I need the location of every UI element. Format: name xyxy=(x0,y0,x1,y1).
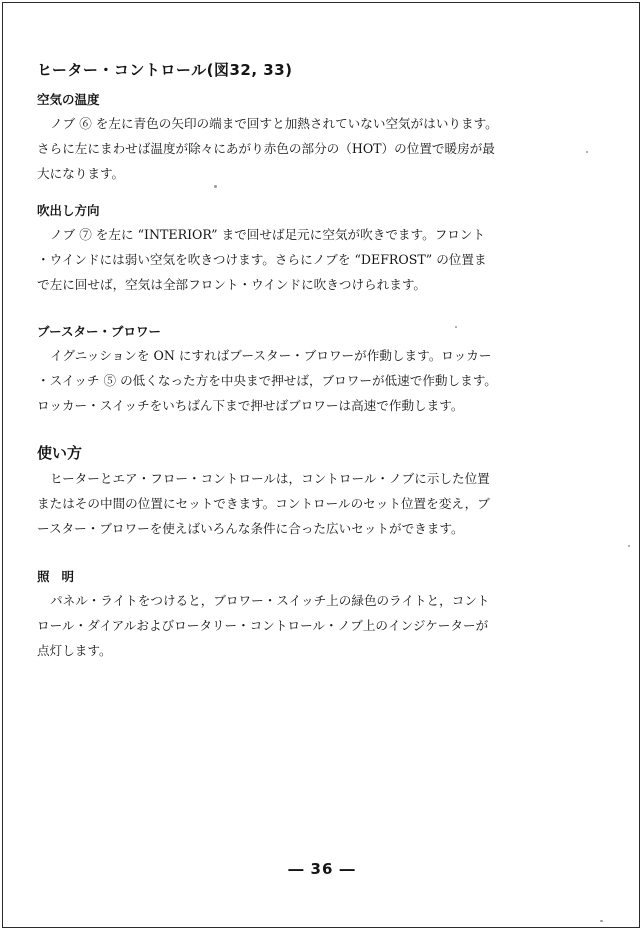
section-usage xyxy=(37,441,612,541)
paragraph-line: パネル・ライトをつけると，ブロワー・スイッチ上の緑色のライトと，コント xyxy=(50,593,490,608)
paragraph-line: またはその中間の位置にセットできます。コントロールのセット位置を変え，ブ xyxy=(37,496,490,511)
section-heading: 照明 xyxy=(37,569,87,584)
paragraph-line: ・ウインドには弱い空気を吹きつけます。さらにノブを “DEFROST” の位置ま xyxy=(37,252,487,267)
paragraph-line: さらに左にまわせば温度が除々にあがり赤色の部分の（HOT）の位置で暖房が最 xyxy=(37,141,495,156)
page-title: ヒーター・コントロール(図32, 33) xyxy=(37,61,293,79)
section-paragraph xyxy=(37,466,612,541)
section-air-temperature xyxy=(37,90,612,186)
section-paragraph xyxy=(37,111,612,186)
section-heading: 使い方 xyxy=(37,444,83,462)
paragraph-line: イグニッションを ON にすればブースター・ブロワーが作動します。ロッカー xyxy=(50,348,492,363)
paragraph-line: で左に回せば，空気は全部フロント・ウインドに吹きつけられます。 xyxy=(37,277,427,292)
page-number: ― 36 ― xyxy=(288,860,356,878)
section-lighting xyxy=(37,567,612,663)
paragraph-line: ノブ ⑦ を左に “INTERIOR” まで回せば足元に空気が吹きでます。フロント xyxy=(50,227,486,242)
section-paragraph xyxy=(37,343,612,418)
section-paragraph xyxy=(37,588,612,663)
section-paragraph xyxy=(37,222,612,297)
paragraph-line: ヒーターとエア・フロー・コントロールは，コントロール・ノブに示した位置 xyxy=(50,471,490,486)
section-heading: ブースター・ブロワー xyxy=(37,324,162,339)
section-heading: 吹出し方向 xyxy=(37,203,100,218)
scan-speck xyxy=(628,545,630,547)
paragraph-line: 大になります。 xyxy=(37,166,125,181)
section-heading: 空気の温度 xyxy=(37,92,100,107)
scan-speck xyxy=(586,151,588,153)
section-booster-blower xyxy=(37,322,612,418)
document-body xyxy=(37,58,612,663)
section-air-direction xyxy=(37,201,612,297)
scan-speck xyxy=(455,326,457,328)
paragraph-line: 点灯します。 xyxy=(37,643,112,658)
paragraph-line: ロール・ダイアルおよびロータリー・コントロール・ノブ上のインジケーターが xyxy=(37,618,489,633)
scan-speck xyxy=(600,920,603,922)
paragraph-line: ースター・ブロワーを使えばいろんな条件に合った広いセットができます。 xyxy=(37,521,464,536)
paragraph-line: ロッカー・スイッチをいちばん下まで押せばブロワーは高速で作動します。 xyxy=(37,398,464,413)
paragraph-line: ノブ ⑥ を左に青色の矢印の端まで回すと加熱されていない空気がはいります。 xyxy=(50,116,498,131)
scan-speck xyxy=(214,185,217,188)
paragraph-line: ・スイッチ ⑤ の低くなった方を中央まで押せば，ブロワーが低速で作動します。 xyxy=(37,373,497,388)
